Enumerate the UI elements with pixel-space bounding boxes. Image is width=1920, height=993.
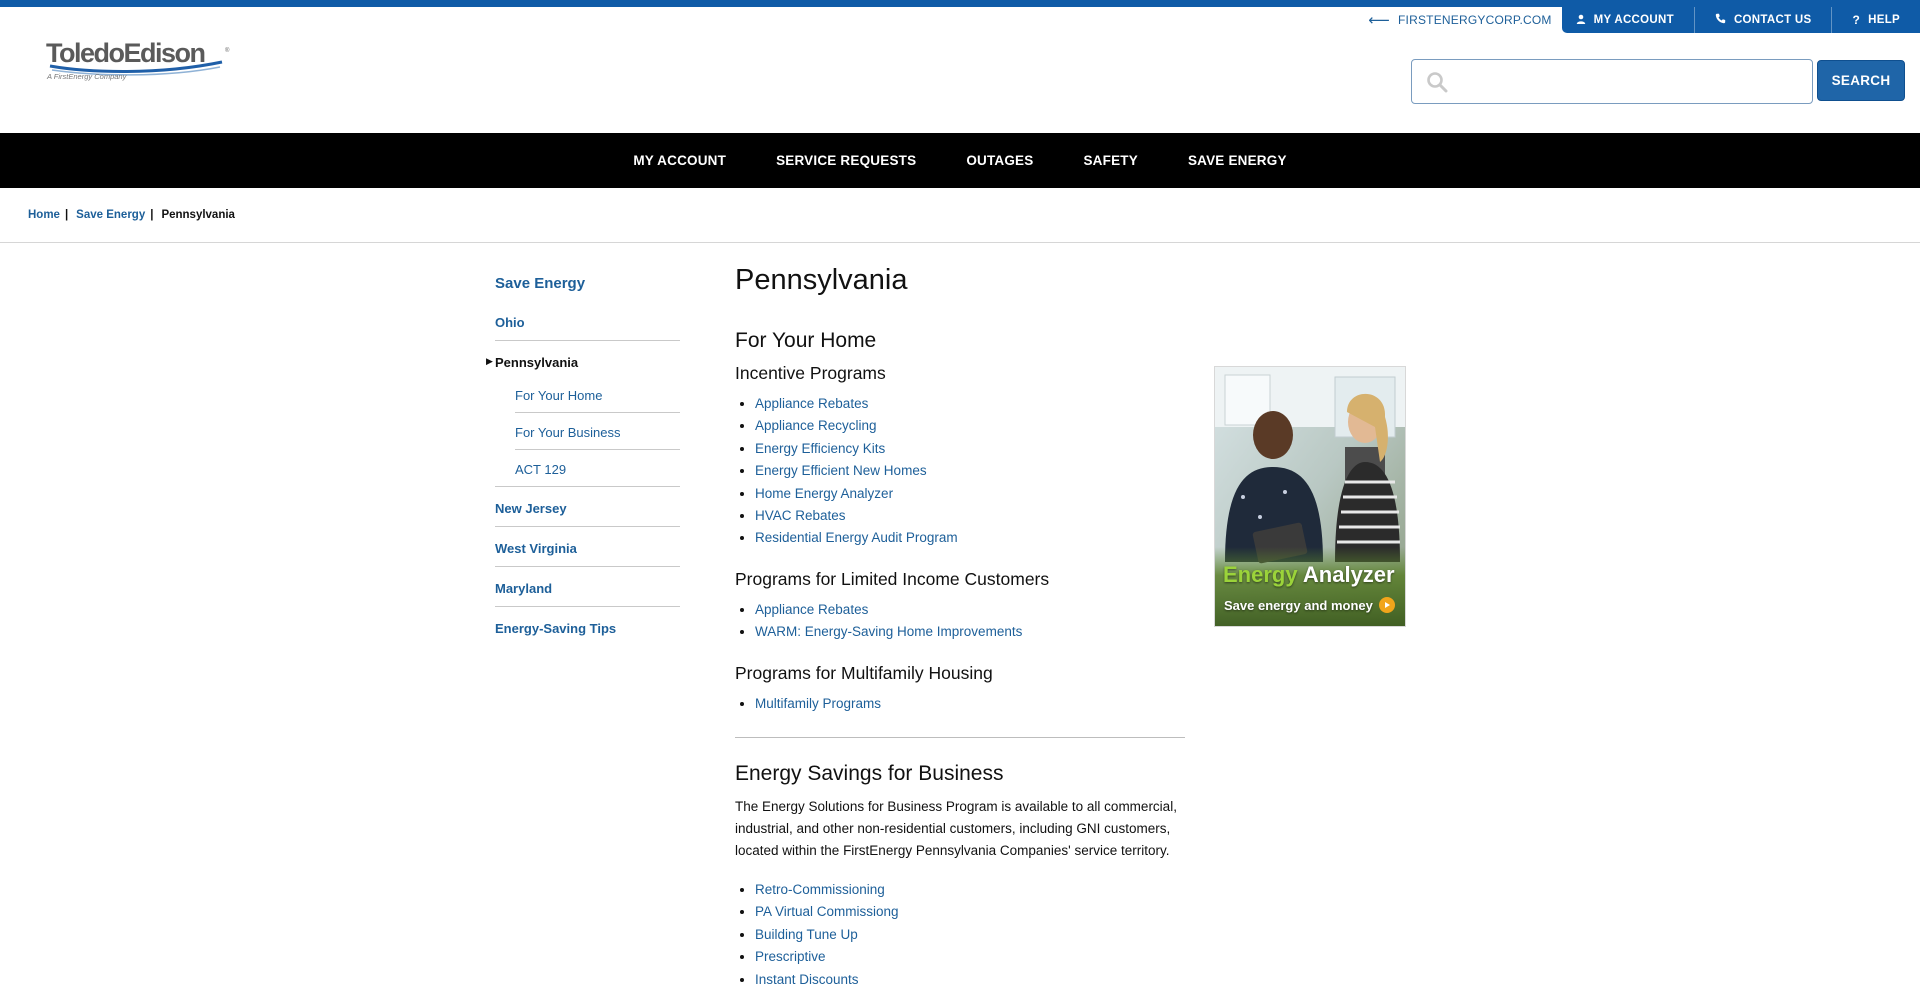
nav-item-service-requests[interactable]: SERVICE REQUESTS [776, 153, 917, 168]
promo-title-analyzer: Analyzer [1297, 562, 1395, 587]
list-item [755, 621, 1185, 643]
link-pa-virtual-commissioning[interactable]: PA Virtual Commissiong [755, 904, 899, 920]
breadcrumb-bar [0, 188, 1920, 243]
svg-text:®: ® [225, 48, 230, 54]
list-item [755, 460, 1185, 482]
list-item [755, 599, 1185, 621]
subheading-multifamily: Programs for Multifamily Housing [735, 662, 993, 683]
breadcrumb-separator: | [150, 209, 154, 221]
promo-photo [1215, 367, 1406, 627]
promo-subtitle-text: Save energy and money [1224, 597, 1373, 613]
list-item [755, 415, 1185, 437]
sidebar-subitem-act-129[interactable]: ACT 129 [515, 462, 567, 477]
business-programs-list [743, 879, 1185, 991]
question-icon: ? [1852, 13, 1861, 27]
list-item [755, 901, 1185, 923]
search-box [1411, 59, 1813, 104]
subheading-incentive-programs: Incentive Programs [735, 363, 886, 383]
promo-title [1223, 562, 1395, 588]
multifamily-list [743, 693, 1185, 715]
main-nav [0, 133, 1920, 188]
nav-item-safety[interactable]: SAFETY [1083, 153, 1138, 168]
sidebar-item-ohio[interactable]: Ohio [495, 315, 680, 341]
link-prescriptive[interactable]: Prescriptive [755, 949, 826, 965]
logo-wordmark: ToledoEdison [46, 40, 205, 68]
section-heading-business: Energy Savings for Business [735, 762, 1004, 786]
sidebar-item-energy-saving-tips[interactable]: Energy-Saving Tips [495, 621, 617, 636]
limited-income-list [743, 599, 1185, 644]
section-heading-home: For Your Home [735, 329, 877, 352]
list-item [755, 505, 1185, 527]
util-tab-label: HELP [1868, 14, 1900, 26]
list-item [755, 393, 1185, 415]
utility-nav [1368, 7, 1920, 33]
subheading-limited-income: Programs for Limited Income Customers [735, 568, 1050, 589]
phone-icon [1715, 13, 1726, 27]
list-item [755, 924, 1185, 946]
link-residential-energy-audit[interactable]: Residential Energy Audit Program [755, 530, 958, 546]
sidebar-item-new-jersey[interactable]: New Jersey [495, 501, 680, 527]
util-tab-my-account[interactable] [1562, 7, 1694, 33]
user-icon [1576, 14, 1586, 27]
sidebar [486, 275, 680, 660]
util-tab-help[interactable] [1831, 7, 1920, 33]
list-item [755, 438, 1185, 460]
list-item [755, 946, 1185, 968]
breadcrumb [28, 209, 235, 221]
list-item [755, 693, 1185, 715]
search-icon [1426, 71, 1448, 98]
sidebar-subnav [515, 388, 680, 486]
search-button[interactable]: SEARCH [1817, 60, 1905, 101]
sidebar-item-label: Pennsylvania [495, 355, 579, 370]
energy-analyzer-promo[interactable] [1214, 366, 1406, 627]
link-appliance-rebates[interactable]: Appliance Rebates [755, 396, 869, 411]
list-item [755, 483, 1185, 505]
breadcrumb-separator: | [64, 209, 69, 221]
page-title: Pennsylvania [735, 264, 908, 296]
promo-subtitle [1224, 597, 1395, 613]
site-logo[interactable] [44, 40, 234, 88]
play-icon [1379, 597, 1395, 613]
nav-item-my-account[interactable]: MY ACCOUNT [633, 153, 727, 168]
link-instant-discounts[interactable]: Instant Discounts [755, 971, 859, 987]
link-energy-efficiency-kits[interactable]: Energy Efficiency Kits [755, 440, 886, 456]
link-home-energy-analyzer[interactable]: Home Energy Analyzer [755, 485, 894, 501]
link-retro-commissioning[interactable]: Retro-Commissioning [755, 882, 885, 898]
incentive-programs-list [743, 393, 1185, 550]
breadcrumb-home[interactable]: Home [28, 209, 60, 221]
section-divider [735, 737, 1185, 738]
sidebar-group-pennsylvania [486, 355, 680, 487]
link-multifamily-programs[interactable]: Multifamily Programs [755, 695, 882, 711]
breadcrumb-save-energy[interactable]: Save Energy [76, 209, 146, 221]
link-hvac-rebates[interactable]: HVAC Rebates [755, 508, 846, 524]
sidebar-item-pennsylvania[interactable] [486, 355, 680, 380]
corp-link[interactable] [1368, 7, 1561, 33]
breadcrumb-current: Pennsylvania [161, 209, 235, 221]
sidebar-item-west-virginia[interactable]: West Virginia [495, 541, 680, 567]
list-item [755, 969, 1185, 991]
list-item [755, 527, 1185, 549]
corp-link-label: FIRSTENERGYCORP.COM [1398, 13, 1552, 27]
util-tab-label: MY ACCOUNT [1593, 14, 1674, 26]
logo-tagline: A FirstEnergy Company [47, 72, 127, 81]
caret-right-icon: ▶ [486, 356, 493, 366]
utility-tabs [1562, 7, 1920, 33]
sidebar-title[interactable]: Save Energy [495, 275, 586, 292]
link-limited-appliance-rebates[interactable]: Appliance Rebates [755, 601, 869, 617]
arrow-left-icon: ⟵ [1368, 11, 1391, 29]
top-accent-bar [0, 0, 1920, 7]
main-content [735, 264, 1185, 993]
util-tab-label: CONTACT US [1733, 14, 1812, 26]
link-appliance-recycling[interactable]: Appliance Recycling [755, 418, 877, 434]
link-energy-efficient-new-homes[interactable]: Energy Efficient New Homes [755, 463, 927, 479]
link-building-tune-up[interactable]: Building Tune Up [755, 926, 858, 942]
list-item [755, 879, 1185, 901]
util-tab-contact-us[interactable] [1694, 7, 1832, 33]
link-warm[interactable]: WARM: Energy-Saving Home Improvements [755, 624, 1023, 640]
nav-item-save-energy[interactable]: SAVE ENERGY [1187, 153, 1287, 168]
business-description: The Energy Solutions for Business Program is available to all commercial, industrial, and other non-residential customers, including GNI customers, located within the FirstEnergy Pennsylvania Companies' service territory. [735, 799, 1177, 859]
promo-title-energy: Energy [1223, 562, 1298, 587]
sidebar-item-maryland[interactable]: Maryland [495, 581, 680, 607]
search-input[interactable] [1456, 60, 1806, 103]
sidebar-subitem-for-your-business[interactable]: For Your Business [515, 425, 680, 450]
sidebar-subitem-for-your-home[interactable]: For Your Home [515, 388, 680, 413]
nav-item-outages[interactable]: OUTAGES [966, 153, 1034, 168]
